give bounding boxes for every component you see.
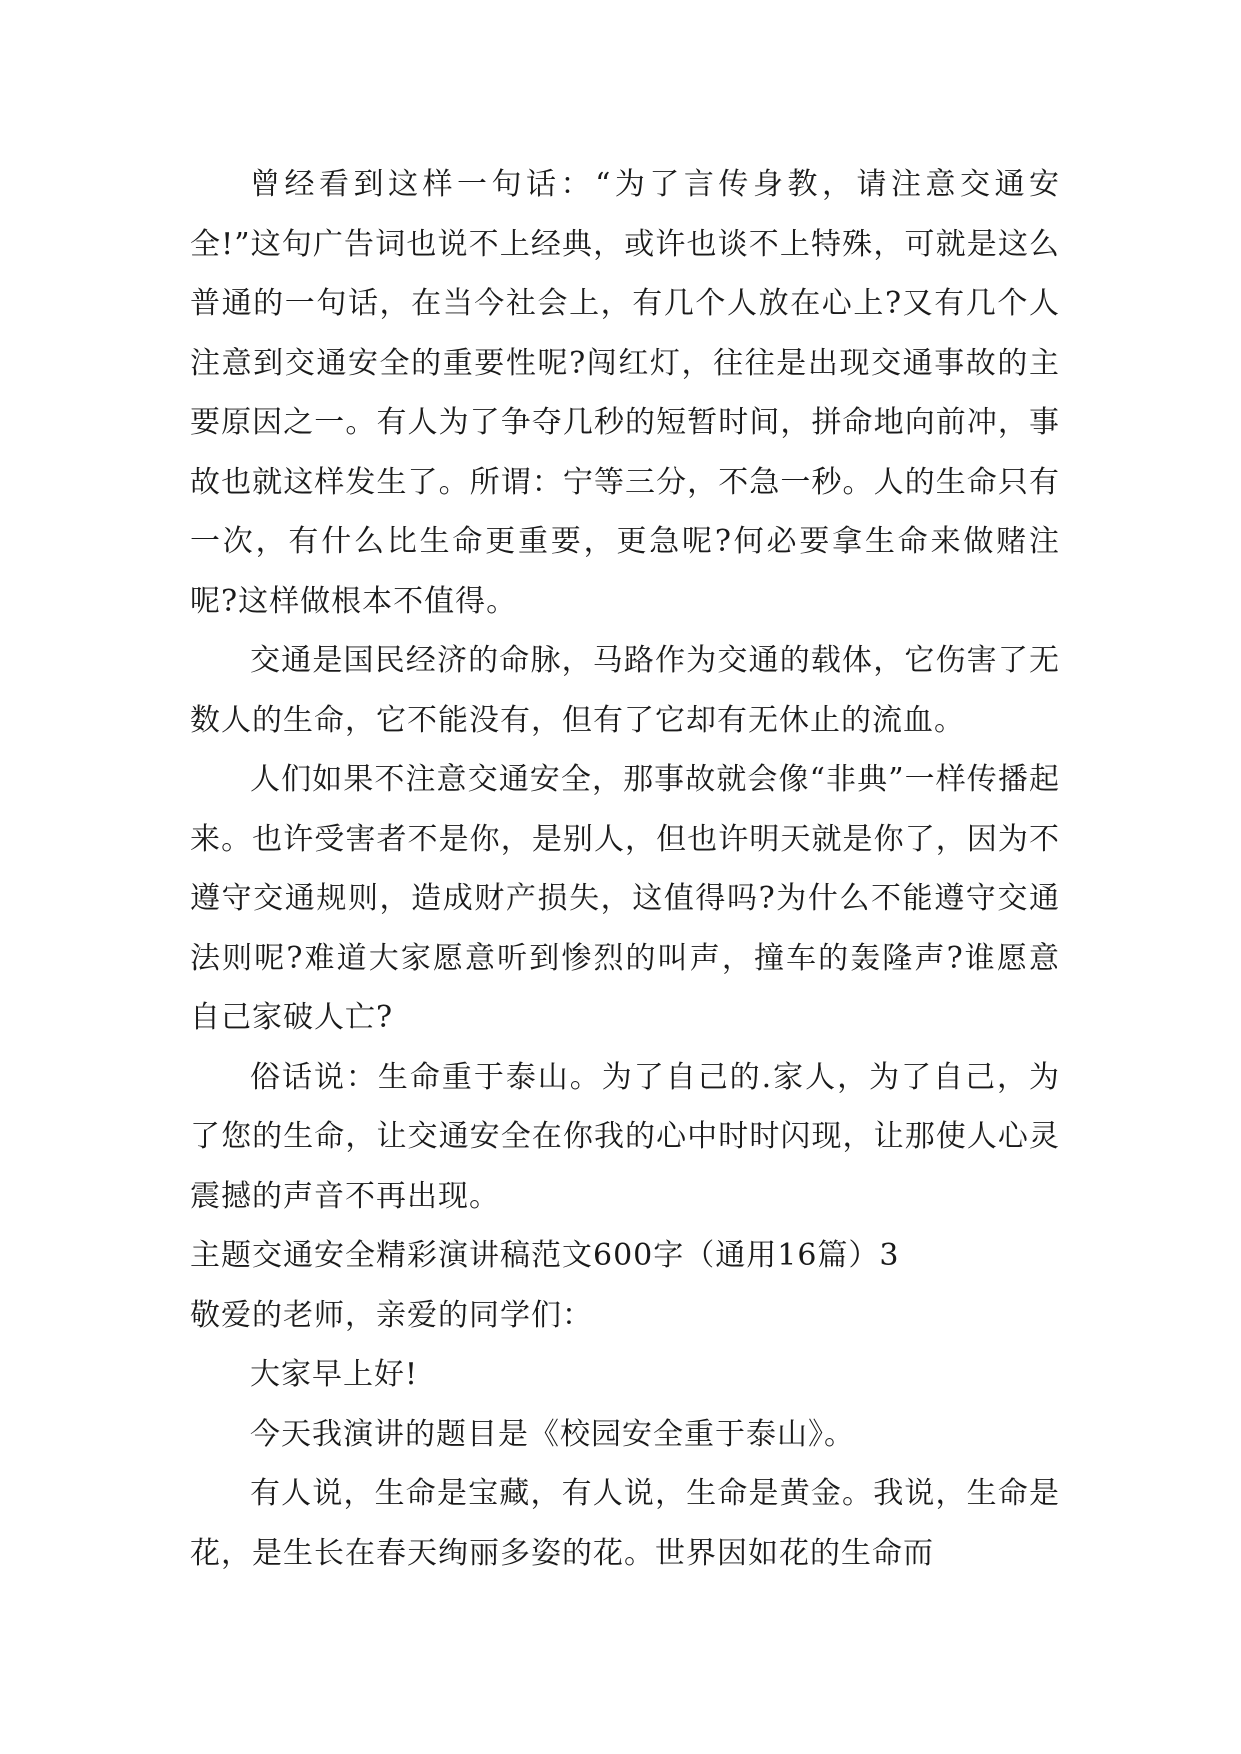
salutation: 敬爱的老师，亲爱的同学们：	[190, 1297, 593, 1333]
paragraph-traffic-rules: 人们如果不注意交通安全，那事故就会像“非典”一样传播起来。也许受害者不是你，是别人，但也许明天就是你了，因为不遵守交通规则，造成财产损失，这值得吗?为什么不能遵守交通法则呢?难道大家愿意听到惨烈的叫声，撞车的轰隆声?谁愿意自己家破人亡?	[190, 762, 1060, 1035]
paragraph-traffic-slogan: 曾经看到这样一句话：“为了言传身教，请注意交通安全!”这句广告词也说不上经典，或许也谈不上特殊，可就是这么普通的一句话，在当今社会上，有几个人放在心上?又有几个人注意到交通安全的重要性呢?闯红灯，往往是出现交通事故的主要原因之一。有人为了争夺几秒的短暂时间，拼命地向前冲，事故也就这样发生了。所谓：宁等三分，不急一秒。人的生命只有一次，有什么比生命更重要，更急呢?何必要拿生命来做赌注呢?这样做根本不值得。	[190, 167, 1060, 619]
paragraph-proverb: 俗话说：生命重于泰山。为了自己的.家人，为了自己，为了您的生命，让交通安全在你我的心中时时闪现，让那使人心灵震撼的声音不再出现。	[190, 1059, 1060, 1214]
paragraph-traffic-lifeline: 交通是国民经济的命脉，马路作为交通的载体，它伤害了无数人的生命，它不能没有，但有了它却有无休止的流血。	[190, 643, 1060, 738]
paragraph-life-flower: 有人说，生命是宝藏，有人说，生命是黄金。我说，生命是花，是生长在春天绚丽多姿的花。世界因如花的生命而	[190, 1476, 1060, 1571]
speech-topic: 今天我演讲的题目是《校园安全重于泰山》。	[250, 1416, 855, 1452]
section-heading: 主题交通安全精彩演讲稿范文600字（通用16篇）3	[190, 1238, 900, 1273]
greeting: 大家早上好!	[250, 1357, 419, 1392]
document-body	[190, 155, 1060, 1583]
